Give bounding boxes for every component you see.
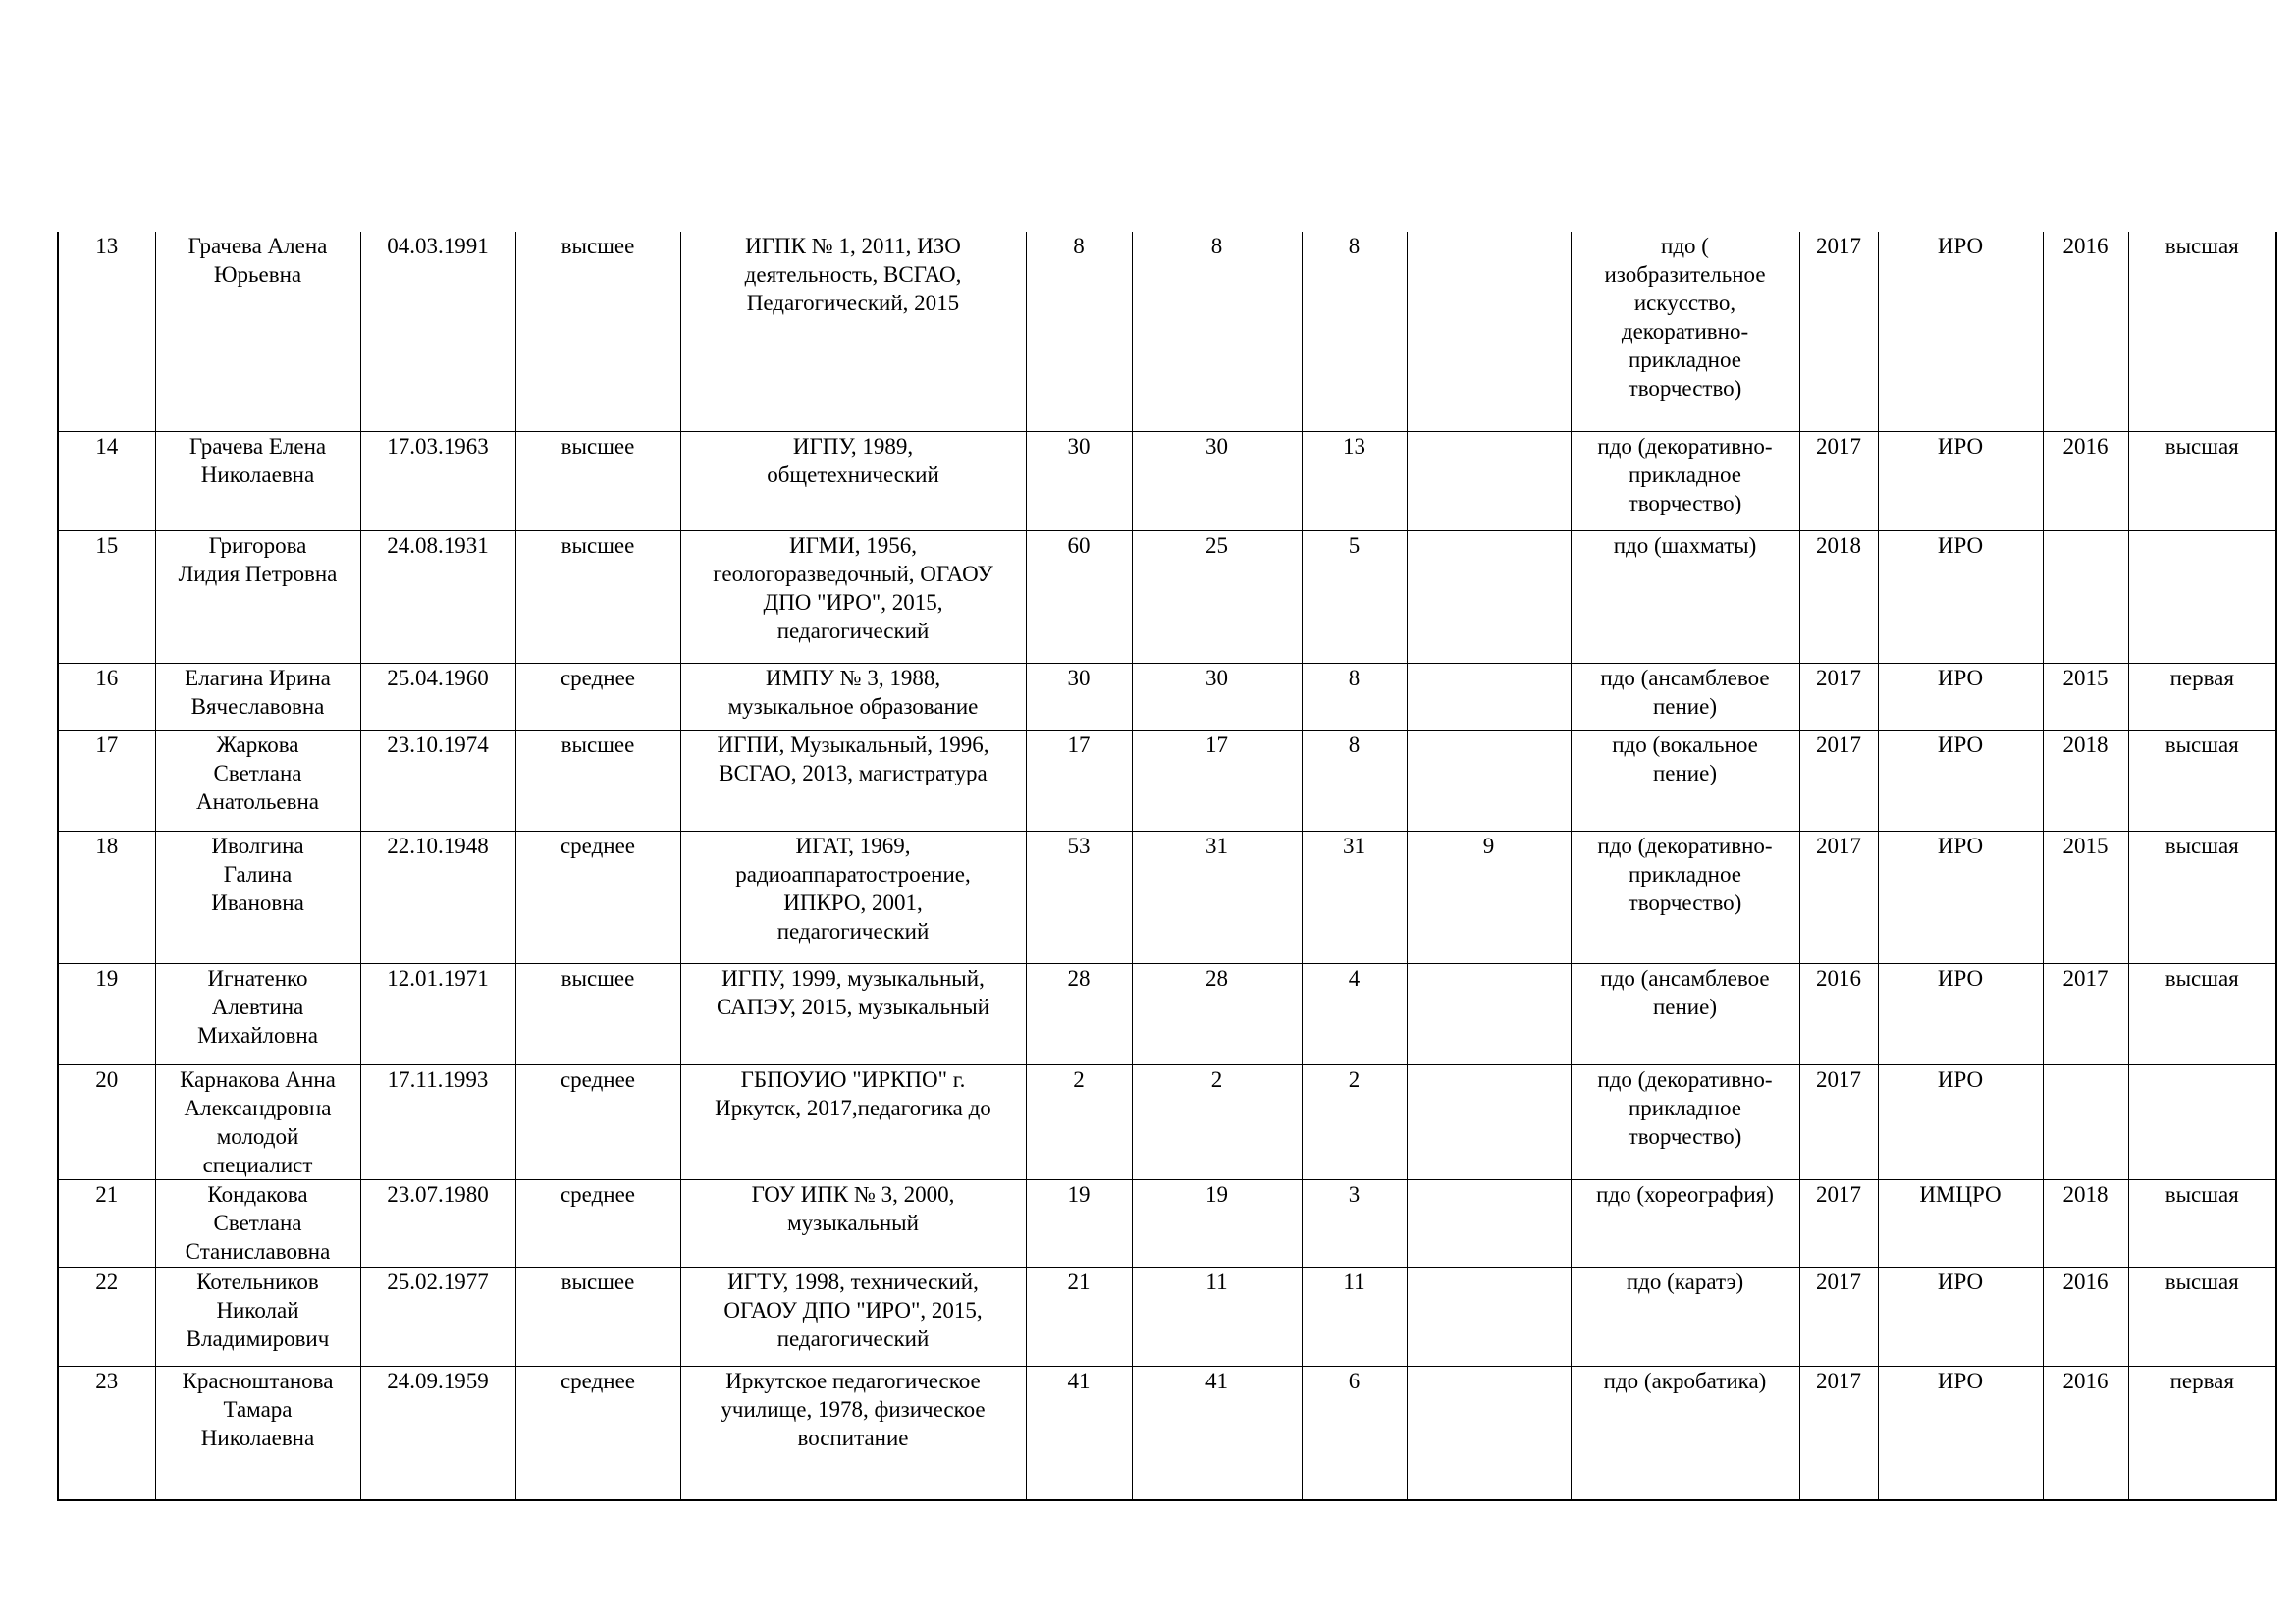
course-year-cell: 2017 (1799, 1366, 1878, 1500)
birth-date-cell: 04.03.1991 (360, 232, 515, 431)
birth-date-cell: 24.09.1959 (360, 1366, 515, 1500)
total-experience-cell: 30 (1026, 431, 1132, 530)
institution-info-cell: ИГПИ, Музыкальный, 1996, ВСГАО, 2013, магистратура (680, 730, 1026, 831)
education-level-cell: среднее (515, 1366, 680, 1500)
institution-experience-cell: 4 (1302, 963, 1407, 1064)
certification-year-cell: 2017 (2043, 963, 2128, 1064)
course-year-cell: 2017 (1799, 831, 1878, 963)
table-row (58, 831, 2276, 963)
row-number-cell: 19 (58, 963, 155, 1064)
course-year-cell: 2016 (1799, 963, 1878, 1064)
education-level-cell: высшее (515, 232, 680, 431)
certification-year-cell: 2015 (2043, 831, 2128, 963)
education-level-cell: высшее (515, 1267, 680, 1366)
row-number-cell: 18 (58, 831, 155, 963)
full-name-cell: Жаркова Светлана Анатольевна (155, 730, 360, 831)
total-experience-cell: 8 (1026, 232, 1132, 431)
category-cell: высшая (2128, 431, 2276, 530)
course-place-cell: ИРО (1878, 730, 2043, 831)
category-cell: высшая (2128, 232, 2276, 431)
extra-value-cell (1407, 730, 1571, 831)
total-experience-cell: 60 (1026, 530, 1132, 663)
institution-experience-cell: 2 (1302, 1064, 1407, 1179)
institution-experience-cell: 11 (1302, 1267, 1407, 1366)
institution-info-cell: Иркутское педагогическое училище, 1978, физическое воспитание (680, 1366, 1026, 1500)
category-cell: первая (2128, 663, 2276, 730)
birth-date-cell: 25.04.1960 (360, 663, 515, 730)
table-row (58, 1366, 2276, 1500)
education-level-cell: высшее (515, 530, 680, 663)
table-row (58, 431, 2276, 530)
teaching-experience-cell: 11 (1132, 1267, 1302, 1366)
row-number-cell: 13 (58, 232, 155, 431)
total-experience-cell: 53 (1026, 831, 1132, 963)
course-year-cell: 2018 (1799, 530, 1878, 663)
category-cell: высшая (2128, 730, 2276, 831)
position-cell: пдо (ансамблевое пение) (1571, 963, 1799, 1064)
full-name-cell: Игнатенко Алевтина Михайловна (155, 963, 360, 1064)
total-experience-cell: 19 (1026, 1179, 1132, 1267)
institution-info-cell: ИГПУ, 1999, музыкальный, САПЭУ, 2015, музыкальный (680, 963, 1026, 1064)
category-cell (2128, 530, 2276, 663)
teaching-experience-cell: 2 (1132, 1064, 1302, 1179)
position-cell: пдо (ансамблевое пение) (1571, 663, 1799, 730)
institution-info-cell: ИГМИ, 1956, геологоразведочный, ОГАОУ ДПО "ИРО", 2015, педагогический (680, 530, 1026, 663)
certification-year-cell: 2015 (2043, 663, 2128, 730)
teaching-experience-cell: 30 (1132, 663, 1302, 730)
course-place-cell: ИРО (1878, 831, 2043, 963)
teaching-experience-cell: 28 (1132, 963, 1302, 1064)
education-level-cell: среднее (515, 831, 680, 963)
course-year-cell: 2017 (1799, 663, 1878, 730)
table-body (58, 232, 2276, 1500)
table-row (58, 1267, 2276, 1366)
total-experience-cell: 2 (1026, 1064, 1132, 1179)
table-row (58, 663, 2276, 730)
institution-experience-cell: 6 (1302, 1366, 1407, 1500)
course-year-cell: 2017 (1799, 730, 1878, 831)
extra-value-cell (1407, 963, 1571, 1064)
extra-value-cell (1407, 1366, 1571, 1500)
education-level-cell: среднее (515, 1179, 680, 1267)
education-level-cell: высшее (515, 431, 680, 530)
certification-year-cell (2043, 1064, 2128, 1179)
course-place-cell: ИРО (1878, 663, 2043, 730)
birth-date-cell: 23.07.1980 (360, 1179, 515, 1267)
teaching-experience-cell: 30 (1132, 431, 1302, 530)
education-level-cell: среднее (515, 663, 680, 730)
birth-date-cell: 17.11.1993 (360, 1064, 515, 1179)
course-year-cell: 2017 (1799, 1064, 1878, 1179)
institution-experience-cell: 8 (1302, 232, 1407, 431)
course-year-cell: 2017 (1799, 1179, 1878, 1267)
total-experience-cell: 17 (1026, 730, 1132, 831)
row-number-cell: 15 (58, 530, 155, 663)
institution-experience-cell: 3 (1302, 1179, 1407, 1267)
position-cell: пдо (вокальное пение) (1571, 730, 1799, 831)
extra-value-cell (1407, 431, 1571, 530)
birth-date-cell: 24.08.1931 (360, 530, 515, 663)
institution-experience-cell: 31 (1302, 831, 1407, 963)
institution-experience-cell: 5 (1302, 530, 1407, 663)
education-level-cell: высшее (515, 963, 680, 1064)
position-cell: пдо (шахматы) (1571, 530, 1799, 663)
total-experience-cell: 28 (1026, 963, 1132, 1064)
total-experience-cell: 41 (1026, 1366, 1132, 1500)
certification-year-cell: 2018 (2043, 1179, 2128, 1267)
birth-date-cell: 17.03.1963 (360, 431, 515, 530)
position-cell: пдо (акробатика) (1571, 1366, 1799, 1500)
education-level-cell: высшее (515, 730, 680, 831)
teaching-experience-cell: 31 (1132, 831, 1302, 963)
certification-year-cell: 2016 (2043, 431, 2128, 530)
table-row (58, 730, 2276, 831)
table-row (58, 1179, 2276, 1267)
course-year-cell: 2017 (1799, 431, 1878, 530)
row-number-cell: 17 (58, 730, 155, 831)
full-name-cell: Красноштанова Тамара Николаевна (155, 1366, 360, 1500)
position-cell: пдо (декоративно- прикладное творчество) (1571, 431, 1799, 530)
extra-value-cell (1407, 1179, 1571, 1267)
teaching-experience-cell: 19 (1132, 1179, 1302, 1267)
education-level-cell: среднее (515, 1064, 680, 1179)
category-cell: высшая (2128, 1267, 2276, 1366)
extra-value-cell (1407, 663, 1571, 730)
row-number-cell: 16 (58, 663, 155, 730)
staff-table (57, 232, 2277, 1501)
total-experience-cell: 30 (1026, 663, 1132, 730)
institution-info-cell: ГБПОУИО "ИРКПО" г. Иркутск, 2017,педагогика до (680, 1064, 1026, 1179)
certification-year-cell: 2016 (2043, 1366, 2128, 1500)
course-place-cell: ИРО (1878, 431, 2043, 530)
position-cell: пдо (декоративно- прикладное творчество) (1571, 1064, 1799, 1179)
table-row (58, 232, 2276, 431)
total-experience-cell: 21 (1026, 1267, 1132, 1366)
full-name-cell: Елагина Ирина Вячеславовна (155, 663, 360, 730)
institution-info-cell: ГОУ ИПК № 3, 2000, музыкальный (680, 1179, 1026, 1267)
row-number-cell: 20 (58, 1064, 155, 1179)
institution-experience-cell: 13 (1302, 431, 1407, 530)
institution-info-cell: ИГТУ, 1998, технический, ОГАОУ ДПО "ИРО", 2015, педагогический (680, 1267, 1026, 1366)
institution-info-cell: ИМПУ № 3, 1988, музыкальное образование (680, 663, 1026, 730)
table-row (58, 963, 2276, 1064)
certification-year-cell (2043, 530, 2128, 663)
institution-info-cell: ИГПК № 1, 2011, ИЗО деятельность, ВСГАО, Педагогический, 2015 (680, 232, 1026, 431)
course-place-cell: ИРО (1878, 1366, 2043, 1500)
category-cell (2128, 1064, 2276, 1179)
institution-experience-cell: 8 (1302, 730, 1407, 831)
row-number-cell: 22 (58, 1267, 155, 1366)
position-cell: пдо (хореография) (1571, 1179, 1799, 1267)
extra-value-cell (1407, 1064, 1571, 1179)
full-name-cell: Котельников Николай Владимирович (155, 1267, 360, 1366)
category-cell: первая (2128, 1366, 2276, 1500)
category-cell: высшая (2128, 831, 2276, 963)
position-cell: пдо (декоративно- прикладное творчество) (1571, 831, 1799, 963)
category-cell: высшая (2128, 963, 2276, 1064)
course-place-cell: ИМЦРО (1878, 1179, 2043, 1267)
teaching-experience-cell: 25 (1132, 530, 1302, 663)
row-number-cell: 21 (58, 1179, 155, 1267)
institution-info-cell: ИГАТ, 1969, радиоаппаратостроение, ИПКРО, 2001, педагогический (680, 831, 1026, 963)
extra-value-cell (1407, 530, 1571, 663)
birth-date-cell: 22.10.1948 (360, 831, 515, 963)
course-place-cell: ИРО (1878, 963, 2043, 1064)
teaching-experience-cell: 17 (1132, 730, 1302, 831)
birth-date-cell: 12.01.1971 (360, 963, 515, 1064)
position-cell: пдо (каратэ) (1571, 1267, 1799, 1366)
category-cell: высшая (2128, 1179, 2276, 1267)
course-place-cell: ИРО (1878, 530, 2043, 663)
full-name-cell: Карнакова Анна Александровна молодой специалист (155, 1064, 360, 1179)
institution-experience-cell: 8 (1302, 663, 1407, 730)
table-row (58, 530, 2276, 663)
position-cell: пдо ( изобразительное искусство, декоративно- прикладное творчество) (1571, 232, 1799, 431)
teaching-experience-cell: 8 (1132, 232, 1302, 431)
extra-value-cell: 9 (1407, 831, 1571, 963)
row-number-cell: 14 (58, 431, 155, 530)
certification-year-cell: 2016 (2043, 1267, 2128, 1366)
full-name-cell: Григорова Лидия Петровна (155, 530, 360, 663)
institution-info-cell: ИГПУ, 1989, общетехнический (680, 431, 1026, 530)
course-year-cell: 2017 (1799, 1267, 1878, 1366)
full-name-cell: Иволгина Галина Ивановна (155, 831, 360, 963)
teaching-experience-cell: 41 (1132, 1366, 1302, 1500)
course-place-cell: ИРО (1878, 1064, 2043, 1179)
course-place-cell: ИРО (1878, 1267, 2043, 1366)
certification-year-cell: 2018 (2043, 730, 2128, 831)
table-row (58, 1064, 2276, 1179)
full-name-cell: Грачева Елена Николаевна (155, 431, 360, 530)
extra-value-cell (1407, 232, 1571, 431)
birth-date-cell: 25.02.1977 (360, 1267, 515, 1366)
full-name-cell: Кондакова Светлана Станиславовна (155, 1179, 360, 1267)
certification-year-cell: 2016 (2043, 232, 2128, 431)
course-year-cell: 2017 (1799, 232, 1878, 431)
course-place-cell: ИРО (1878, 232, 2043, 431)
row-number-cell: 23 (58, 1366, 155, 1500)
birth-date-cell: 23.10.1974 (360, 730, 515, 831)
full-name-cell: Грачева Алена Юрьевна (155, 232, 360, 431)
extra-value-cell (1407, 1267, 1571, 1366)
